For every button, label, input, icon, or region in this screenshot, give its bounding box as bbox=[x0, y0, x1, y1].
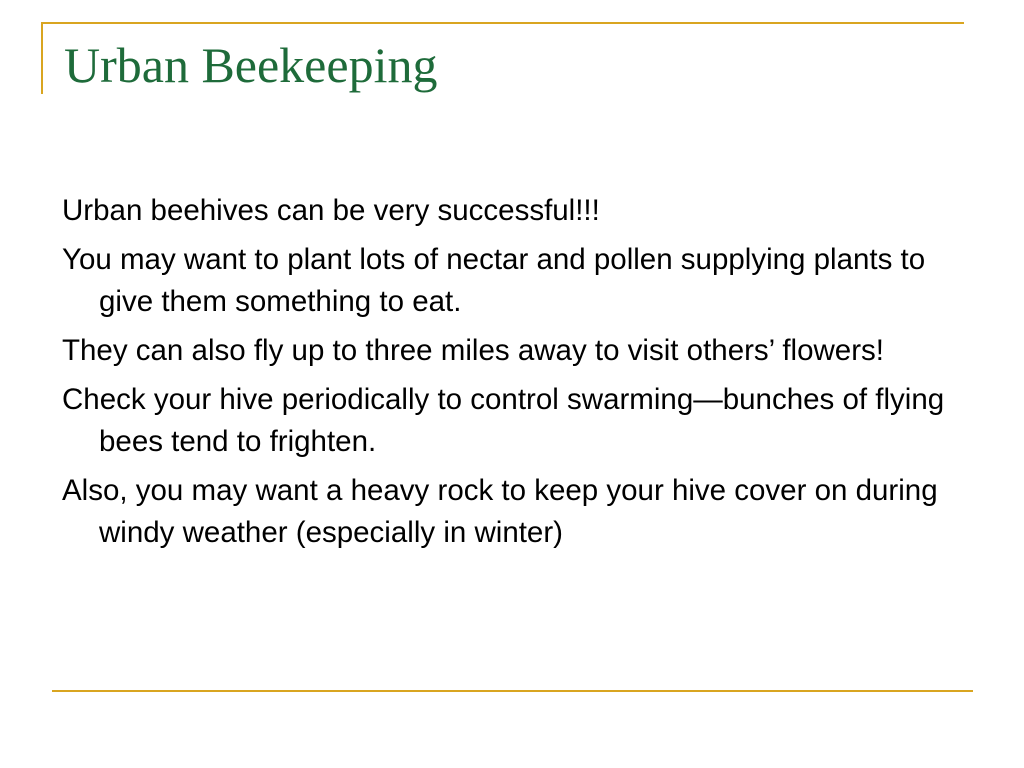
bullet-item: Check your hive periodically to control swarming—bunches of flying bees tend to frighten. bbox=[62, 383, 945, 458]
bullet-item: They can also fly up to three miles away to visit others’ flowers! bbox=[62, 334, 884, 367]
bullet-item: You may want to plant lots of nectar and pollen supplying plants to give them something to eat. bbox=[62, 243, 926, 318]
title-top-rule bbox=[41, 22, 964, 24]
bottom-rule bbox=[52, 690, 973, 692]
bullet-item: Urban beehives can be very successful!!! bbox=[62, 194, 600, 227]
bullet-list bbox=[62, 190, 972, 561]
title-left-rule bbox=[41, 22, 43, 94]
bullet-item: Also, you may want a heavy rock to keep your hive cover on during windy weather (especially in winter) bbox=[62, 474, 938, 549]
slide-title: Urban Beekeeping bbox=[64, 37, 438, 93]
